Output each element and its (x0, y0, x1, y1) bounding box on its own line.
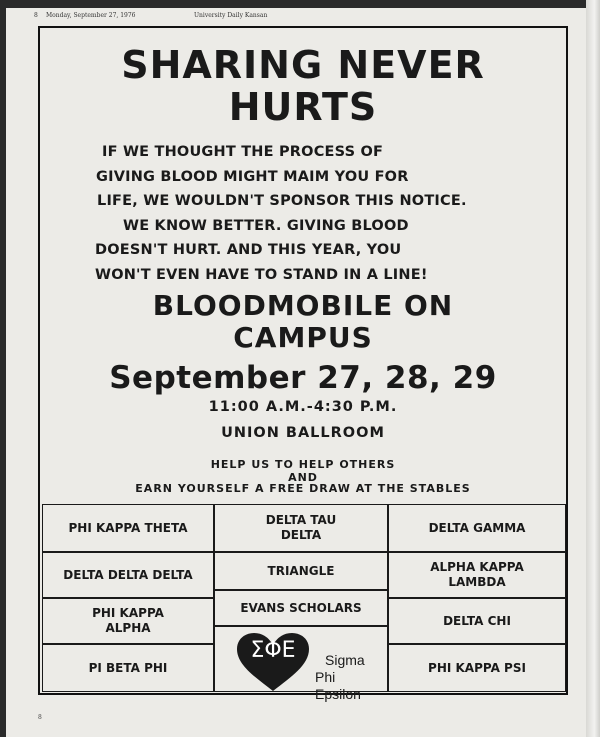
incentive-line-1: HELP US TO HELP OTHERS (210, 458, 396, 471)
body-line: LIFE, WE WOULDN'T SPONSOR THIS NOTICE. (97, 193, 467, 209)
body-line: DOESN'T HURT. AND THIS YEAR, YOU (95, 242, 402, 258)
page-number: 8 (34, 12, 38, 19)
incentive-line-3: EARN YOURSELF A FREE DRAW AT THE STABLES (135, 482, 471, 495)
sponsor-grid (42, 504, 566, 702)
body-line: WE KNOW BETTER. GIVING BLOOD (123, 217, 409, 234)
sponsor-name: DELTA TAU DELTA (265, 513, 337, 542)
sponsor-cell (42, 598, 214, 644)
event-dates: September 27, 28, 29 (109, 360, 497, 396)
masthead (34, 12, 574, 22)
headline-line-1: SHARING NEVER (121, 43, 485, 87)
sponsor-cell (388, 644, 566, 692)
headline-line-2: HURTS (228, 85, 378, 129)
sponsor-logo-cell (214, 626, 388, 702)
sponsor-cell (42, 504, 214, 552)
event-location: UNION BALLROOM (221, 425, 385, 441)
sponsor-name: PHI KAPPA PSI (428, 660, 526, 675)
event-time: 11:00 A.M.-4:30 P.M. (208, 399, 398, 415)
fraternity-name (315, 652, 385, 703)
sponsor-cell (388, 504, 566, 552)
footer-page-mark: 8 (38, 714, 42, 721)
sponsor-cell (214, 504, 388, 552)
adjacent-page-edge (586, 0, 600, 737)
ad-body-text (90, 140, 530, 287)
sponsor-name: DELTA CHI (443, 613, 511, 628)
fraternity-name-line-2: Phi Epsilon (315, 669, 361, 702)
masthead-paper-name: University Daily Kansan (194, 12, 268, 19)
masthead-date: Monday, September 27, 1976 (46, 12, 136, 19)
body-line: WON'T EVEN HAVE TO STAND IN A LINE! (95, 266, 428, 283)
sponsor-name: TRIANGLE (267, 563, 335, 578)
sponsor-cell (388, 552, 566, 598)
event-title-line-2: CAMPUS (233, 321, 373, 354)
sponsor-name: PHI KAPPA ALPHA (92, 606, 164, 635)
sponsor-name: EVANS SCHOLARS (240, 600, 362, 615)
sponsor-name: DELTA DELTA DELTA (63, 567, 193, 582)
sponsor-cell (214, 552, 388, 590)
sponsor-cell (42, 644, 214, 692)
body-line: IF WE THOUGHT THE PROCESS OF (102, 144, 384, 160)
incentive-line-2: AND (288, 471, 318, 484)
fraternity-name-line-1: Sigma (325, 652, 365, 668)
event-title-line-1: BLOODMOBILE ON (152, 289, 454, 322)
sponsor-name: DELTA GAMMA (428, 520, 526, 535)
sponsor-name: PHI KAPPA THETA (68, 520, 188, 535)
body-line: GIVING BLOOD MIGHT MAIM YOU FOR (96, 168, 409, 185)
sponsor-cell (214, 590, 388, 626)
sponsor-name: PI BETA PHI (88, 660, 168, 675)
greek-letters: ΣΦΕ (250, 638, 296, 663)
sponsor-cell (42, 552, 214, 598)
sponsor-name: ALPHA KAPPA LAMBDA (430, 560, 524, 589)
sponsor-cell (388, 598, 566, 644)
